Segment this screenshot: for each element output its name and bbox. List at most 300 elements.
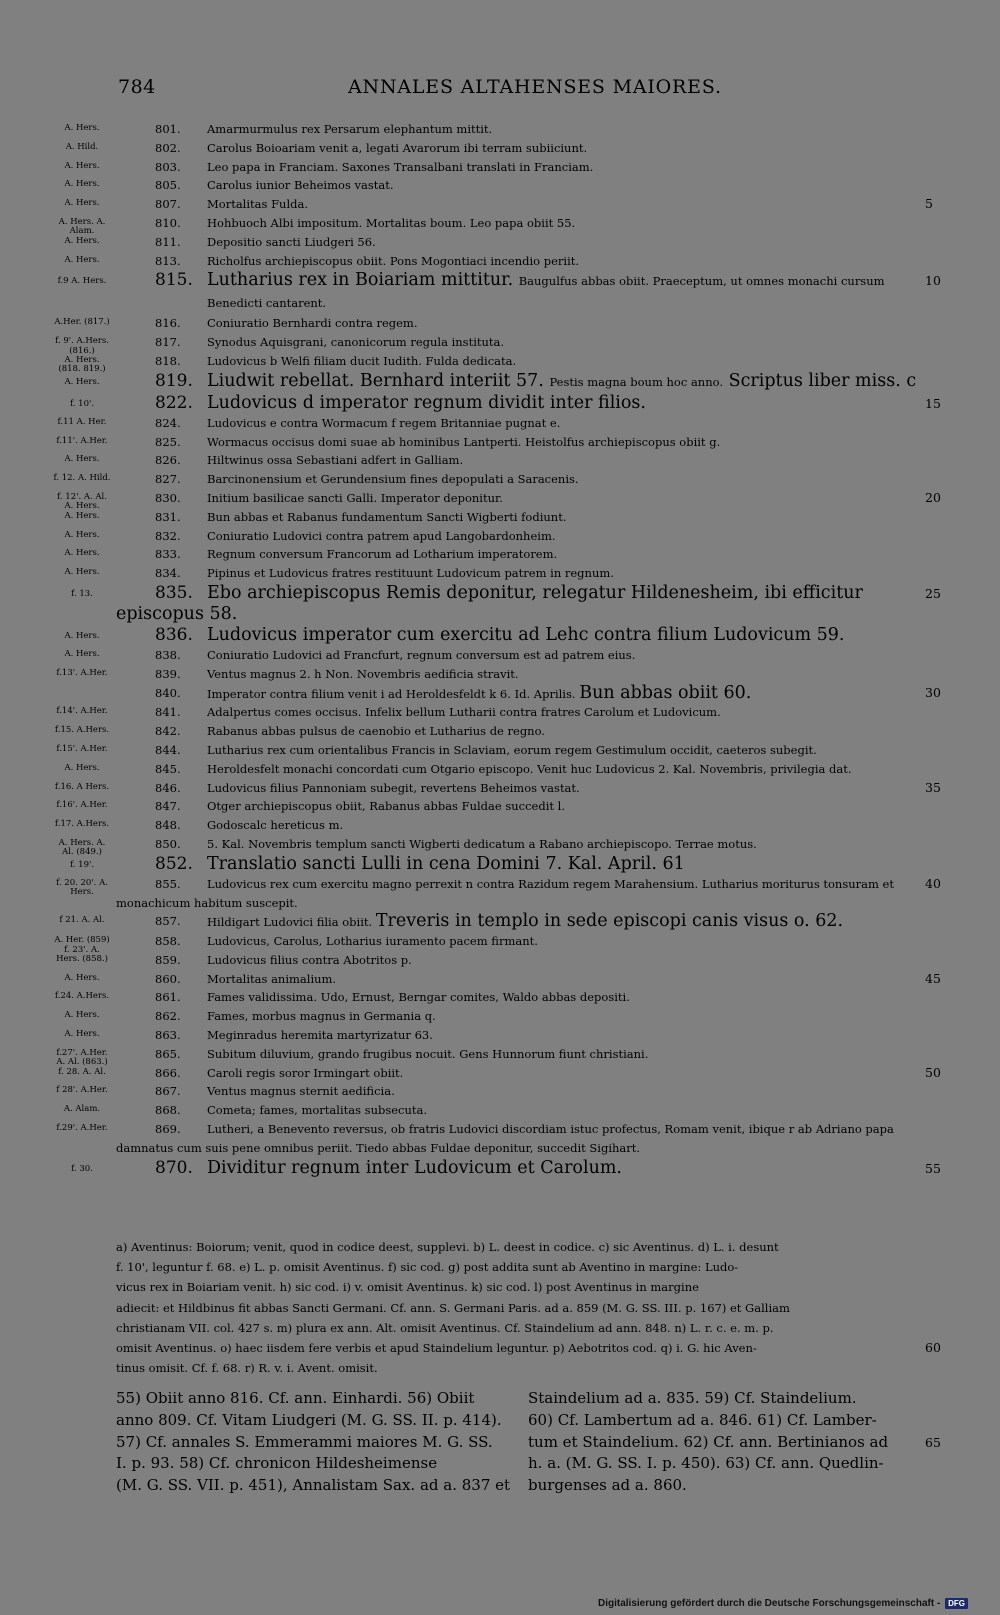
entry-year: 807.: [155, 197, 181, 212]
annal-entry: [0, 508, 1000, 527]
footnote-line: Staindelium ad a. 835. 59) Cf. Staindelium.: [528, 1389, 857, 1407]
annal-entry: [0, 1158, 1000, 1179]
entry-body-text: Initium basilicae sancti Galli. Imperator deponitur.: [207, 490, 503, 505]
entry-year: 838.: [155, 647, 181, 662]
entry-body-text: Coniuratio Bernhardi contra regem.: [207, 316, 418, 331]
entry-text: [207, 1064, 928, 1083]
entry-body-text: Cometa; fames, mortalitas subsecuta.: [207, 1103, 428, 1118]
entry-text: [207, 545, 928, 564]
entry-body-text: Ludovicus filius contra Abotritos p.: [207, 952, 412, 967]
annal-entry: [0, 214, 1000, 237]
footnotes-column-right: [528, 1388, 922, 1497]
source-sigla: f.11'. A.Her.: [56, 435, 108, 446]
source-sigla: f. 9'. A.Hers. (816.): [55, 336, 109, 356]
entry-year: 835.: [155, 582, 193, 603]
entry-body-text: Ludovicus e contra Wormacum f regem Britanniae pugnat e.: [207, 415, 561, 430]
footnote-line: tum et Staindelium. 62) Cf. ann. Bertinianos ad: [528, 1432, 889, 1451]
entry-year: 834.: [155, 566, 181, 581]
entry-year: 865.: [155, 1046, 181, 1061]
entry-text: [207, 371, 928, 393]
entry-text: [207, 333, 928, 352]
entry-year: 815.: [155, 270, 193, 291]
source-sigla: A. Hers.: [64, 548, 100, 559]
entry-text: [207, 314, 928, 333]
entry-text: [116, 1120, 928, 1158]
annal-entry: [0, 527, 1000, 546]
annal-entry: [0, 176, 1000, 195]
entry-body-text: Caroli regis soror Irmingart obiit.: [207, 1065, 404, 1080]
apparatus-line: a) Aventinus: Boiorum; venit, quod in codice deest, supplevi. b) L. deest in codice. c) sic Aventinus. d) L. i. desunt: [116, 1240, 779, 1254]
entry-emphasized-text: Liudwit rebellat. Bernhard interiit 57.: [207, 370, 544, 391]
entry-body-text: Regnum conversum Francorum ad Lotharium imperatorem.: [207, 547, 558, 562]
entry-year: 855.: [155, 876, 181, 891]
annal-entry: [0, 797, 1000, 816]
annal-entry: [0, 816, 1000, 835]
entry-year: 869.: [155, 1122, 181, 1137]
source-sigla: f.14'. A.Her.: [56, 706, 108, 717]
apparatus-line: christianam VII. col. 427 s. m) plura ex ann. Alt. omisit Aventinus. Cf. Staindelium ad ann. 848. n) L. r. c. e. m. p.: [116, 1320, 774, 1335]
entry-year: 858.: [155, 934, 181, 949]
entry-body-text: Depositio sancti Liudgeri 56.: [207, 234, 376, 249]
entry-text: [207, 816, 928, 835]
entry-body-text: Mortalitas Fulda.: [207, 197, 309, 212]
annal-entry: [0, 932, 1000, 955]
entry-year: 825.: [155, 434, 181, 449]
entry-body-text: Subitum diluvium, grando frugibus nocuit. Gens Hunnorum fiunt christiani.: [207, 1046, 649, 1061]
entry-text: [207, 912, 928, 932]
entry-body-text: Pestis magna boum hoc anno.: [549, 374, 723, 389]
entry-year: 833.: [155, 547, 181, 562]
entry-text: [207, 414, 928, 433]
entry-body-text: Coniuratio Ludovici ad Francfurt, regnum conversum est ad patrem eius.: [207, 647, 636, 662]
entry-year: 826.: [155, 453, 181, 468]
entry-year: 842.: [155, 724, 181, 739]
line-number: 35: [925, 779, 941, 795]
credit-text: Digitalisierung gefördert durch die Deutsche Forschungsgemeinschaft -: [598, 1598, 941, 1610]
line-number: 10: [925, 273, 941, 289]
annal-entry: [0, 988, 1000, 1007]
entry-emphasized-text: Treveris in templo in sede episcopi canis visus o. 62.: [375, 911, 844, 932]
entry-body-text: Lutheri, a Benevento reversus, ob fratris Ludovici discordiam istuc profectus, Romam venit, ibique r ab Adriano papa damnatus cum suis pene omnibus periit. Tiedo abbas Fuldae deponitur, succedit Sigihart.: [116, 1122, 894, 1155]
entry-text: [207, 1158, 928, 1179]
entry-emphasized-text: Ludovicus d imperator regnum dividit inter filios.: [207, 392, 646, 413]
entry-text: [207, 508, 928, 527]
entry-text: [207, 1026, 928, 1045]
source-sigla: A. Hers.: [64, 630, 100, 641]
entry-body-text: Hildigart Ludovici filia obiit.: [207, 915, 373, 930]
annal-entry: [0, 314, 1000, 333]
footnote-line: 60) Cf. Lambertum ad a. 846. 61) Cf. Lamber-: [528, 1410, 877, 1429]
entry-emphasized-text: Lutharius rex in Boiariam mittitur.: [207, 270, 514, 291]
annal-entry: [0, 646, 1000, 665]
entry-body-text: Mortalitas animalium.: [207, 971, 337, 986]
entry-body-text: Otger archiepiscopus obiit, Rabanus abbas Fuldae succedit l.: [207, 799, 566, 814]
line-number: 45: [925, 970, 941, 986]
entry-body-text: Bun abbas et Rabanus fundamentum Sancti Wigberti fodiunt.: [207, 509, 567, 524]
source-sigla: f. 20. 20'. A. Hers.: [56, 877, 108, 898]
entry-body-text: Hohbuoch Albi impositum. Mortalitas boum. Leo papa obiit 55.: [207, 215, 576, 230]
source-sigla: Hers. (858.): [56, 953, 108, 964]
line-number: 5: [925, 196, 933, 212]
entry-year: 866.: [155, 1065, 181, 1080]
entry-year: 862.: [155, 1009, 181, 1024]
entry-body-text: Carolus iunior Beheimos vastat.: [207, 178, 394, 193]
entry-body-text: Hiltwinus ossa Sebastiani adfert in Galliam.: [207, 453, 464, 468]
entry-year: 811.: [155, 234, 181, 249]
source-sigla: f. 12'. A. Al. A. Hers.: [57, 491, 107, 512]
source-sigla: A. Hers.: [64, 567, 100, 578]
entry-year: 827.: [155, 472, 181, 487]
annal-entry: [0, 970, 1000, 989]
entry-year: 848.: [155, 818, 181, 833]
entry-year: 824.: [155, 415, 181, 430]
entry-body-text: 5. Kal. Novembris templum sancti Wigberti dedicatum a Rabano archiepiscopo. Terrae motus.: [207, 836, 757, 851]
entry-year: 845.: [155, 761, 181, 776]
source-sigla: A. Hers.: [64, 198, 100, 209]
entry-year: 830.: [155, 490, 181, 505]
source-sigla: A. Hers.: [64, 160, 100, 171]
annal-entry: [0, 252, 1000, 271]
source-sigla: f. 12. A. Hild.: [53, 473, 111, 484]
entry-text: [207, 214, 928, 233]
entry-body-text: Wormacus occisus domi suae ab hominibus Lantperti. Heistolfus archiepiscopus obiit g.: [207, 434, 721, 449]
footnotes: [116, 1388, 941, 1498]
entry-body-text: Barcinonensium et Gerundensium fines depopulati a Saracenis.: [207, 472, 579, 487]
annal-entry: [0, 451, 1000, 470]
page-header: [0, 76, 1000, 106]
entry-text: [207, 703, 928, 722]
source-sigla: A.Her. (817.): [54, 317, 110, 328]
annal-entry: [0, 371, 1000, 393]
annal-entry: [0, 722, 1000, 741]
line-number: 50: [925, 1064, 941, 1080]
entry-body-text: Leo papa in Franciam. Saxones Transalbani translati in Franciam.: [207, 159, 594, 174]
annal-entry: [0, 233, 1000, 252]
entry-body-text: Fames validissima. Udo, Ernust, Berngar comites, Waldo abbas depositi.: [207, 990, 630, 1005]
source-sigla: f.24. A.Hers.: [54, 991, 110, 1002]
annal-entry: [0, 703, 1000, 722]
source-sigla: f.9 A. Hers.: [57, 276, 107, 287]
source-sigla: A. Hers.: [64, 376, 100, 387]
entry-year: 836.: [155, 624, 193, 645]
source-sigla: A. Hers.: [64, 529, 100, 540]
source-sigla: f 28'. A.Her.: [56, 1085, 108, 1096]
annal-entry: [0, 684, 1000, 704]
annal-entry: [0, 835, 1000, 858]
entry-text: [207, 646, 928, 665]
entry-emphasized-text: Scriptus liber miss. c: [728, 370, 917, 391]
entry-year: 805.: [155, 178, 181, 193]
entry-emphasized-text: Ebo archiepiscopus Remis deponitur, relegatur Hildenesheim, ibi efficitur episcopus 58.: [116, 582, 863, 624]
annal-entry: [0, 760, 1000, 779]
source-sigla: A. Hild.: [65, 141, 99, 152]
source-sigla: A. Hers.: [64, 1010, 100, 1021]
annal-entry: [0, 1101, 1000, 1120]
entry-body-text: Pipinus et Ludovicus fratres restituunt Ludovicum patrem in regnum.: [207, 566, 614, 581]
entry-emphasized-text: Ludovicus imperator cum exercitu ad Lehc contra filium Ludovicum 59.: [207, 624, 845, 645]
annal-entry: [0, 352, 1000, 375]
annal-entry: [0, 912, 1000, 932]
entry-body-text: Ludovicus, Carolus, Lotharius iuramento pacem firmant.: [207, 934, 538, 949]
entry-text: [207, 352, 928, 371]
entry-body-text: Lutharius rex cum orientalibus Francis in Sclaviam, eorum regem Gestimulum occidit, caeteros subegit.: [207, 742, 817, 757]
entry-body-text: Fames, morbus magnus in Germania q.: [207, 1009, 436, 1024]
dfg-logo: DFG: [945, 1598, 968, 1609]
entry-body-text: Adalpertus comes occisus. Infelix bellum Lutharii contra fratres Carolum et Ludovicum.: [207, 705, 721, 720]
entry-body-text: Amarmurmulus rex Persarum elephantum mittit.: [207, 122, 493, 136]
entry-emphasized-text: Translatio sancti Lulli in cena Domini 7. Kal. April. 61: [207, 853, 685, 874]
source-sigla: A. Hers.: [64, 1029, 100, 1040]
entry-text: [207, 797, 928, 816]
entry-year: 816.: [155, 316, 181, 331]
footnote-line: 57) Cf. annales S. Emmerammi maiores M. G. SS.: [116, 1432, 493, 1451]
entry-year: 850.: [155, 836, 181, 851]
source-sigla: f 21. A. Al.: [59, 915, 105, 926]
entry-text: [207, 489, 928, 508]
annal-entry: [0, 1007, 1000, 1026]
entry-body-text: Ludovicus filius Pannoniam subegit, revertens Beheimos vastat.: [207, 780, 580, 795]
entry-year: 802.: [155, 140, 181, 155]
line-number: 65: [925, 1435, 941, 1450]
source-sigla: f.15. A.Hers.: [54, 725, 110, 736]
entry-year: 839.: [155, 666, 181, 681]
entry-year: 818.: [155, 353, 181, 368]
source-sigla: A. Hers.: [64, 179, 100, 190]
source-sigla: A. Hers.: [64, 762, 100, 773]
source-sigla: A. Hers. A. Alam.: [58, 216, 106, 237]
source-sigla: f.29'. A.Her.: [56, 1123, 108, 1134]
entry-year: 840.: [155, 685, 181, 700]
entry-year: 822.: [155, 392, 193, 413]
entry-text: [207, 470, 928, 489]
annal-entry: [0, 665, 1000, 684]
annal-entry: [0, 1026, 1000, 1045]
annal-entry: [0, 875, 1000, 913]
source-sigla: f. 28. A. Al.: [58, 1066, 106, 1077]
source-sigla: f. 10'.: [69, 398, 95, 409]
line-number: 40: [925, 875, 941, 891]
entry-text: [207, 970, 928, 989]
source-sigla: A. Hers.: [64, 454, 100, 465]
entry-text: [207, 1101, 928, 1120]
critical-apparatus: [116, 1237, 941, 1378]
running-title: ANNALES ALTAHENSES MAIORES.: [348, 76, 722, 98]
annal-entry: [0, 1082, 1000, 1101]
source-sigla: f. 19'.: [69, 859, 95, 870]
entry-text: [207, 433, 928, 452]
source-sigla: A. Hers.: [64, 648, 100, 659]
entry-text: [207, 527, 928, 546]
entry-text: [207, 270, 928, 314]
source-sigla: A. Alam.: [63, 1104, 101, 1115]
annal-entry: [0, 1045, 1000, 1068]
entry-body-text: Heroldesfelt monachi concordati cum Otgario episcopo. Venit huc Ludovicus 2. Kal. Novembris, privilegia dat.: [207, 761, 852, 776]
entry-text: [207, 1045, 928, 1064]
entry-body-text: Rabanus abbas pulsus de caenobio et Lutharius de regno.: [207, 724, 545, 739]
entry-year: 868.: [155, 1103, 181, 1118]
entry-year: 863.: [155, 1028, 181, 1043]
entry-body-text: Carolus Boioariam venit a, legati Avarorum ibi terram subiiciunt.: [207, 140, 588, 155]
annals-entries: [0, 120, 1000, 1179]
source-sigla: f.13'. A.Her.: [56, 667, 108, 678]
source-sigla: f.17. A.Hers.: [54, 819, 110, 830]
digitization-credit: [598, 1598, 968, 1609]
entry-text: [207, 665, 928, 684]
annal-entry: [0, 854, 1000, 875]
annal-entry: [0, 625, 1000, 646]
annal-entry: [0, 741, 1000, 760]
entry-body-text: Ludovicus rex cum exercitu magno perrexit n contra Razidum regem Marahensium. Lutharius moriturus tonsuram et monachicum habitum suscepit.: [116, 876, 894, 910]
source-sigla: f. 13.: [71, 588, 93, 599]
entry-year: 846.: [155, 780, 181, 795]
annal-entry: [0, 139, 1000, 158]
entry-text: [207, 932, 928, 951]
entry-text: [207, 1007, 928, 1026]
entry-body-text: Ludovicus b Welfi filiam ducit Iudith. Fulda dedicata.: [207, 353, 517, 368]
entry-year: 810.: [155, 215, 181, 230]
entry-text: [207, 854, 928, 875]
entry-year: 847.: [155, 799, 181, 814]
entry-year: 859.: [155, 952, 181, 967]
annal-entry: [0, 393, 1000, 414]
page-number: 784: [118, 76, 156, 98]
entry-text: [207, 139, 928, 158]
entry-text: [116, 625, 928, 646]
apparatus-line: tinus omisit. Cf. f. 68. r) R. v. i. Avent. omisit.: [116, 1361, 378, 1376]
apparatus-line: f. 10', leguntur f. 68. e) L. p. omisit Aventinus. f) sic cod. g) post addita sunt ab Aventino in margine: Ludo-: [116, 1260, 739, 1275]
footnote-line: anno 809. Cf. Vitam Liudgeri (M. G. SS. II. p. 414).: [116, 1410, 502, 1429]
annal-entry: [0, 489, 1000, 512]
entry-text: [116, 875, 928, 913]
entry-body-text: Meginradus heremita martyrizatur 63.: [207, 1028, 433, 1043]
entry-emphasized-text: Bun abbas obiit 60.: [579, 682, 752, 703]
annal-entry: [0, 470, 1000, 489]
entry-year: 867.: [155, 1084, 181, 1099]
line-number: 15: [925, 395, 941, 411]
footnote-line: h. a. (M. G. SS. I. p. 450). 63) Cf. ann. Quedlin-: [528, 1454, 884, 1473]
entry-year: 870.: [155, 1157, 193, 1178]
entry-year: 852.: [155, 853, 193, 874]
annal-entry: [0, 1064, 1000, 1083]
entry-text: [207, 393, 928, 414]
entry-year: 860.: [155, 971, 181, 986]
annal-entry: [0, 414, 1000, 433]
entry-year: 831.: [155, 509, 181, 524]
entry-body-text: Coniuratio Ludovici contra patrem apud Langobardonheim.: [207, 528, 556, 543]
entry-text: [207, 722, 928, 741]
source-sigla: A. Hers. A. Al. (849.): [58, 837, 106, 858]
annal-entry: [0, 270, 1000, 314]
apparatus-line: adiecit: et Hildbinus fit abbas Sancti Germani. Cf. ann. S. Germani Paris. ad a. 859 (M. G. SS. III. p. 167) et Galliam: [116, 1300, 790, 1315]
entry-text: [207, 564, 928, 583]
entry-text: [116, 760, 928, 779]
footnote-line: (M. G. SS. VII. p. 451), Annalistam Sax. ad a. 837 et: [116, 1476, 511, 1495]
annal-entry: [0, 120, 1000, 139]
annal-entry: [0, 951, 1000, 970]
annal-entry: [0, 583, 1000, 625]
entry-text: [116, 741, 928, 760]
annal-entry: [0, 433, 1000, 452]
entry-year: 817.: [155, 335, 181, 350]
line-number: 30: [925, 684, 941, 700]
entry-year: 803.: [155, 159, 181, 174]
source-sigla: f. 30.: [71, 1163, 93, 1174]
source-sigla: A. Hers.: [64, 123, 100, 133]
entry-year: 861.: [155, 990, 181, 1005]
entry-text: [207, 120, 928, 139]
entry-year: 801.: [155, 122, 181, 136]
apparatus-line: omisit Aventinus. o) haec iisdem fere verbis et apud Staindelium leguntur. p) Aebotritos cod. q) i. G. hic Aven-: [116, 1341, 757, 1356]
source-sigla: f.11 A. Her.: [57, 416, 107, 427]
entry-year: 813.: [155, 253, 181, 268]
entry-body-text: Ventus magnus 2. h Non. Novembris aedificia stravit.: [207, 666, 519, 681]
annal-entry: [0, 158, 1000, 177]
source-sigla: A. Her. (859) f. 23'. A.: [54, 935, 110, 955]
line-number: 20: [925, 489, 941, 505]
entry-year: 841.: [155, 705, 181, 720]
entry-year: 819.: [155, 370, 193, 391]
footnote-line: burgenses ad a. 860.: [528, 1476, 687, 1495]
entry-year: 857.: [155, 914, 181, 929]
annal-entry: [0, 545, 1000, 564]
annal-entry: [0, 1120, 1000, 1158]
entry-text: [207, 176, 928, 195]
source-sigla: f.15'. A.Her.: [56, 743, 108, 754]
entry-year: 832.: [155, 528, 181, 543]
line-number: 60: [925, 1340, 941, 1355]
footnote-line: I. p. 93. 58) Cf. chronicon Hildesheimense: [116, 1454, 438, 1473]
source-sigla: A. Hers.: [64, 254, 100, 265]
annal-entry: [0, 333, 1000, 356]
entry-text: [207, 233, 928, 252]
apparatus-line: vicus rex in Boiariam venit. h) sic cod. i) v. omisit Aventinus. k) sic cod. l) post Aventinus in margine: [116, 1280, 699, 1295]
entry-body-text: Ventus magnus sternit aedificia.: [207, 1084, 395, 1099]
entry-body-text: Godoscalc hereticus m.: [207, 818, 344, 833]
entry-text: [207, 252, 928, 271]
annal-entry: [0, 564, 1000, 583]
source-sigla: f.16. A Hers.: [54, 781, 110, 792]
entry-text: [116, 583, 928, 625]
entry-text: [207, 451, 928, 470]
entry-text: [207, 988, 928, 1007]
entry-text: [207, 779, 928, 798]
annal-entry: [0, 779, 1000, 798]
entry-body-text: Imperator contra filium venit i ad Heroldesfeldt k 6. Id. Aprilis.: [207, 686, 576, 701]
line-number: 25: [925, 585, 941, 601]
entry-text: [207, 835, 928, 854]
entry-text: [207, 684, 928, 704]
entry-text: [207, 158, 928, 177]
entry-text: [207, 195, 928, 214]
line-number: 55: [925, 1160, 941, 1176]
source-sigla: A. Hers.: [64, 510, 100, 521]
entry-body-text: Richolfus archiepiscopus obiit. Pons Mogontiaci incendio periit.: [207, 253, 580, 268]
annal-entry: [0, 195, 1000, 214]
source-sigla: A. Hers.: [64, 972, 100, 983]
entry-emphasized-text: Dividitur regnum inter Ludovicum et Carolum.: [207, 1157, 622, 1178]
entry-text: [207, 951, 928, 970]
source-sigla: f.27'. A.Her. A. Al. (863.): [56, 1047, 108, 1068]
source-sigla: A. Hers. (818. 819.): [58, 354, 106, 375]
entry-body-text: Baugulfus abbas obiit. Praeceptum, ut omnes monachi cursum Benedicti cantarent.: [207, 274, 885, 311]
footnotes-column-left: [116, 1388, 510, 1497]
entry-body-text: Synodus Aquisgrani, canonicorum regula instituta.: [207, 335, 505, 350]
footnote-line: 55) Obiit anno 816. Cf. ann. Einhardi. 56) Obiit: [116, 1389, 475, 1407]
entry-text: [207, 1082, 928, 1101]
entry-year: 844.: [155, 742, 181, 757]
source-sigla: f.16'. A.Her.: [56, 800, 108, 811]
source-sigla: A. Hers.: [64, 235, 100, 246]
